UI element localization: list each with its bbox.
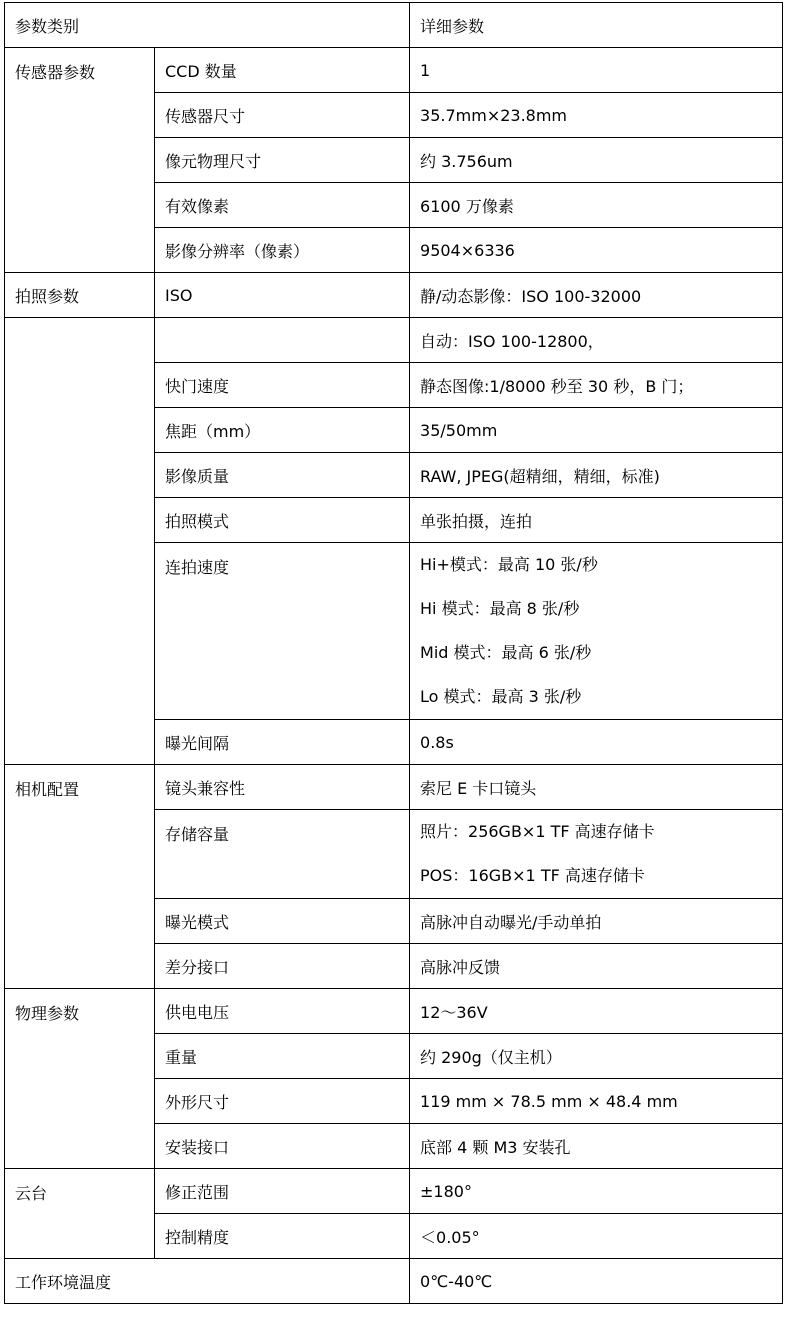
param-value: 6100 万像素 (410, 183, 783, 228)
table-row (5, 318, 783, 363)
spec-table (4, 2, 783, 1304)
param-value: 9504×6336 (410, 228, 783, 273)
param-name: 存储容量 (155, 810, 410, 899)
value-line: 照片：256GB×1 TF 高速存储卡 (420, 822, 655, 841)
param-value: 1 (410, 48, 783, 93)
param-value: 119 mm × 78.5 mm × 48.4 mm (410, 1079, 783, 1124)
footer-name: 工作环境温度 (5, 1259, 410, 1304)
param-value: 35/50mm (410, 408, 783, 453)
param-name: 控制精度 (155, 1214, 410, 1259)
param-value: 高脉冲反馈 (410, 944, 783, 989)
group-label-photo: 拍照参数 (5, 273, 155, 318)
param-name: 差分接口 (155, 944, 410, 989)
value-line: Hi+模式：最高 10 张/秒 (420, 555, 598, 574)
param-name: CCD 数量 (155, 48, 410, 93)
param-name: ISO (155, 273, 410, 318)
param-name: 重量 (155, 1034, 410, 1079)
param-name: 外形尺寸 (155, 1079, 410, 1124)
param-value: 静/动态影像：ISO 100-32000 (410, 273, 783, 318)
param-value: ±180° (410, 1169, 783, 1214)
table-header-row (5, 3, 783, 48)
param-name: 有效像素 (155, 183, 410, 228)
table-row (5, 1169, 783, 1214)
param-name: 镜头兼容性 (155, 765, 410, 810)
param-value: 高脉冲自动曝光/手动单拍 (410, 899, 783, 944)
param-value: 索尼 E 卡口镜头 (410, 765, 783, 810)
param-name: 拍照模式 (155, 498, 410, 543)
header-category: 参数类别 (5, 3, 410, 48)
param-name (155, 318, 410, 363)
table-row (5, 765, 783, 810)
param-name: 焦距（mm） (155, 408, 410, 453)
param-name: 修正范围 (155, 1169, 410, 1214)
param-value-multi (410, 543, 783, 720)
param-name: 影像分辨率（像素） (155, 228, 410, 273)
group-label-camera: 相机配置 (5, 765, 155, 989)
param-value: 单张拍摄，连拍 (410, 498, 783, 543)
param-name: 影像质量 (155, 453, 410, 498)
param-value: 自动：ISO 100-12800， (410, 318, 783, 363)
footer-value: 0℃-40℃ (410, 1259, 783, 1304)
table-row (5, 989, 783, 1034)
param-name: 传感器尺寸 (155, 93, 410, 138)
group-label-photo-empty (5, 318, 155, 765)
param-value: 0.8s (410, 720, 783, 765)
param-value: 12～36V (410, 989, 783, 1034)
param-name: 曝光模式 (155, 899, 410, 944)
param-name: 像元物理尺寸 (155, 138, 410, 183)
param-value: 静态图像:1/8000 秒至 30 秒，B 门； (410, 363, 783, 408)
param-value: RAW, JPEG(超精细，精细，标准) (410, 453, 783, 498)
param-value: ＜0.05° (410, 1214, 783, 1259)
param-name: 安装接口 (155, 1124, 410, 1169)
param-value: 底部 4 颗 M3 安装孔 (410, 1124, 783, 1169)
table-row (5, 273, 783, 318)
table-row (5, 48, 783, 93)
param-value-multi (410, 810, 783, 899)
param-value: 约 3.756um (410, 138, 783, 183)
param-name: 快门速度 (155, 363, 410, 408)
param-value: 约 290g（仅主机） (410, 1034, 783, 1079)
group-label-gimbal: 云台 (5, 1169, 155, 1259)
param-value: 35.7mm×23.8mm (410, 93, 783, 138)
value-line: Hi 模式：最高 8 张/秒 (420, 599, 580, 618)
param-name: 连拍速度 (155, 543, 410, 720)
group-label-sensor: 传感器参数 (5, 48, 155, 273)
group-label-physical: 物理参数 (5, 989, 155, 1169)
param-name: 供电电压 (155, 989, 410, 1034)
value-line: Mid 模式：最高 6 张/秒 (420, 643, 592, 662)
table-row (5, 1259, 783, 1304)
param-name: 曝光间隔 (155, 720, 410, 765)
header-detail: 详细参数 (410, 3, 783, 48)
value-line: Lo 模式：最高 3 张/秒 (420, 687, 582, 706)
value-line: POS：16GB×1 TF 高速存储卡 (420, 866, 645, 885)
